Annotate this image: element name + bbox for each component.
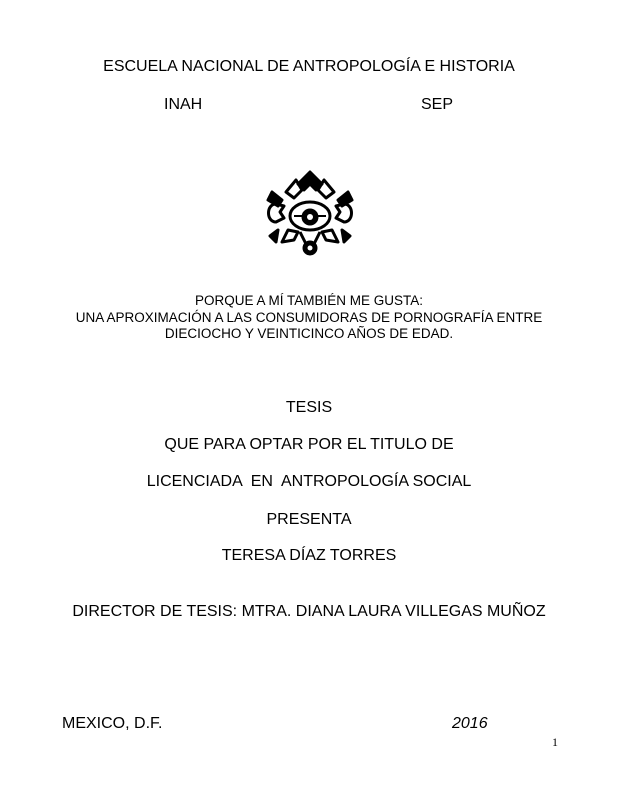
sep-label: SEP: [421, 96, 454, 113]
institution-name: ESCUELA NACIONAL DE ANTROPOLOGÍA E HISTORIA: [103, 58, 515, 75]
thesis-purpose: QUE PARA OPTAR POR EL TITULO DE: [164, 436, 454, 453]
title-line-2: UNA APROXIMACIÓN A LAS CONSUMIDORAS DE PORNOGRAFÍA ENTRE: [75, 310, 543, 325]
page-number: 1: [552, 735, 558, 749]
title-line-3: DIECIOCHO Y VEINTICINCO AÑOS DE EDAD.: [164, 326, 454, 341]
footer-place: MEXICO, D.F.: [62, 715, 163, 732]
thesis-director: DIRECTOR DE TESIS: MTRA. DIANA LAURA VILLEGAS MUÑOZ: [72, 603, 546, 620]
footer-year: 2016: [452, 715, 488, 732]
thesis-presents: PRESENTA: [266, 511, 352, 528]
inah-label: INAH: [164, 96, 203, 113]
title-line-1: PORQUE A MÍ TAMBIÉN ME GUSTA:: [194, 293, 424, 308]
thesis-degree: LICENCIADA EN ANTROPOLOGÍA SOCIAL: [146, 473, 472, 490]
thesis-type: TESIS: [285, 399, 333, 416]
inah-glyph-emblem-icon: [262, 170, 358, 256]
thesis-author: TERESA DÍAZ TORRES: [221, 547, 397, 564]
